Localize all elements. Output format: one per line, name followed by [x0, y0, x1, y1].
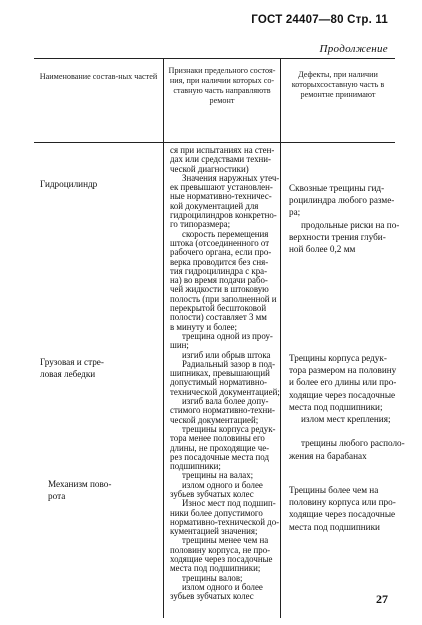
table-top-rule — [34, 58, 395, 59]
defects-cell: Трещины корпуса редук- тора размером на половину и более его длины или про- ходящие через посадочные места под подшипники; излом мест крепления; трещины любого располо- жения на барабанах — [289, 353, 405, 461]
criteria-line: нормативно-технической до- — [170, 516, 280, 527]
criteria-line: кой документацией для — [170, 200, 259, 211]
criteria-line: подшипники; — [170, 461, 221, 472]
criteria-line: Износ мест под подшип- — [182, 498, 276, 509]
criteria-line: чей жидкости в штоковую — [170, 284, 269, 295]
page-number: 27 — [376, 592, 388, 606]
criteria-line: зубьев зубчатых колес — [170, 488, 254, 499]
component-name: Гидроцилиндр — [40, 179, 98, 189]
criteria-line: гидроцилиндров конкретно- — [170, 210, 277, 221]
criteria-line: изгиб вала более допу- — [182, 396, 269, 407]
column-header-criteria: Признаки предельного состоя-ния, при наличии которых со-ставную часть направляютв ремонт — [168, 66, 276, 105]
criteria-line: рабочего органа, если про- — [170, 247, 272, 258]
criteria-line: шин; — [170, 340, 189, 351]
criteria-line: в минуту и более; — [170, 321, 237, 332]
criteria-line: Значения наружных утеч- — [182, 172, 280, 183]
criteria-line: перекрытой бесштоковой — [170, 303, 267, 314]
criteria-line: ные нормативно-техничес- — [170, 191, 272, 202]
criteria-line: ходящие через посадочные — [170, 554, 273, 565]
criteria-line: кументацией значения; — [170, 526, 258, 537]
criteria-line: излом одного и более — [182, 581, 263, 592]
criteria-line: ся при испытаниях на стен- — [170, 145, 275, 155]
criteria-line: половину корпуса, не про- — [170, 544, 271, 555]
criteria-line: трещины менее чем на — [182, 535, 269, 546]
column-header-name: Наименование состав-ных частей — [39, 72, 158, 81]
criteria-line: трещины на валах; — [182, 470, 254, 481]
column-divider-1 — [163, 58, 164, 618]
criteria-line: ек превышают установлен- — [170, 182, 273, 193]
criteria-line: ники более допустимого — [170, 507, 263, 518]
criteria-line: технической документацией; — [170, 386, 280, 397]
defects-cell: Трещины более чем на половину корпуса или про- ходящие через посадочные места под подшипники — [289, 485, 396, 532]
criteria-line: трещины корпуса редук- — [182, 423, 276, 434]
criteria-line: шипниках, превышающий — [170, 368, 270, 379]
criteria-line: го типоразмера; — [170, 219, 231, 230]
criteria-line: трещины валов; — [182, 572, 243, 583]
continuation-label: Продолжение — [319, 43, 388, 55]
criteria-line: зубьев зубчатых колес — [170, 591, 254, 602]
criteria-line: полость (при заполненной и — [170, 293, 277, 304]
criteria-line: излом одного и более — [182, 479, 263, 490]
criteria-line: штока (отсоединенного от — [170, 237, 270, 248]
criteria-line: ческой диагностики) — [170, 163, 249, 174]
criteria-line: ческой документацией; — [170, 414, 259, 425]
component-name: Грузовая и стре- ловая лебедки — [40, 357, 104, 380]
criteria-line: трещина одной из проу- — [182, 330, 273, 341]
criteria-line: скорость перемещения — [182, 228, 269, 239]
defects-cell: Сквозные трещины гид- роцилиндра любого разме- ра; продольные риски на по- верхности трения глуби- ной более 0,2 мм — [289, 183, 400, 255]
column-header-defects: Дефекты, при наличии которыхсоставную часть в ремонтне принимают — [291, 70, 385, 99]
criteria-line: на) во время подачи рабо- — [170, 275, 268, 286]
table-header-rule — [34, 142, 395, 143]
criteria-line: тора менее половины его — [170, 433, 265, 444]
criteria-line: стимого нормативно-техни- — [170, 405, 276, 416]
criteria-line: дах или средствами техни- — [170, 154, 271, 165]
criteria-line: тия гидроцилиндра с кра- — [170, 265, 268, 276]
criteria-line: Радиальный зазор в под- — [182, 358, 276, 369]
criteria-line: места под подшипники; — [170, 563, 261, 574]
component-name: Механизм пово- рота — [48, 479, 112, 502]
criteria-cell — [170, 146, 280, 602]
criteria-line: допустимый нормативно- — [170, 377, 267, 388]
criteria-line: изгиб или обрыв штока — [182, 349, 271, 360]
criteria-line: верка проводится без сня- — [170, 256, 269, 267]
criteria-line: рез посадочные места под — [170, 451, 269, 462]
criteria-line: полости) составляет 3 мм — [170, 312, 267, 323]
page-header: ГОСТ 24407—80 Стр. 11 — [251, 14, 388, 26]
criteria-line: длины, не проходящие че- — [170, 442, 270, 453]
column-divider-2 — [280, 58, 281, 618]
